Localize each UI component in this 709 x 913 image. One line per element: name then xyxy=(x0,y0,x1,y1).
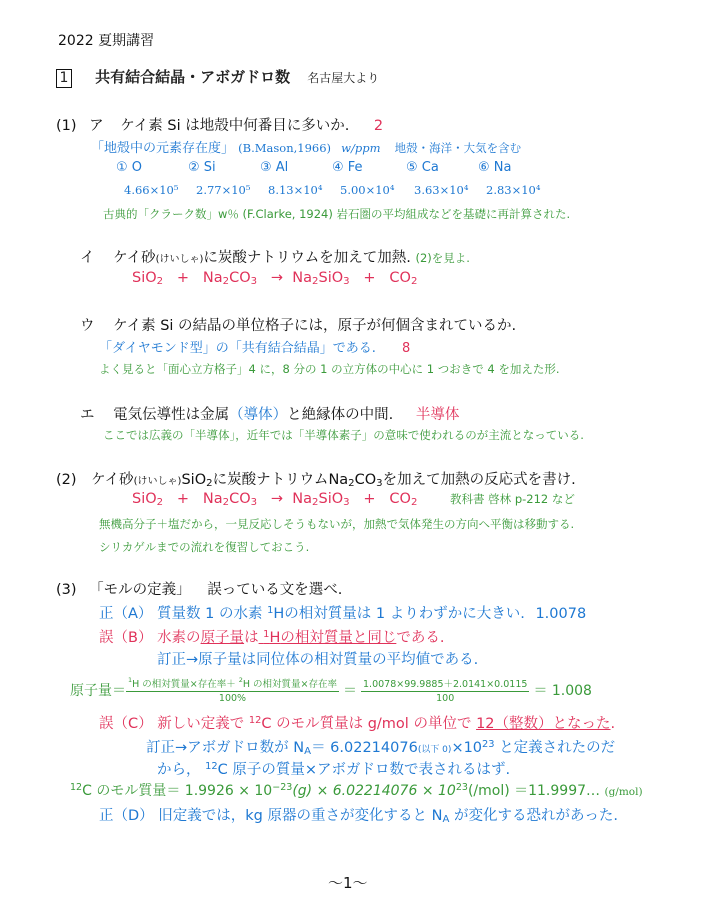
atomic-weight-formula: 原子量＝ $\frac{^1H の相対質量\times 存在率+ ^2H の相対質量\times 存在率}{100\%}$ ＝ $\frac{1.0078\times 99.9885+2.0141\times 0.0115}{100}$ ＝ 1.008 xyxy=(70,676,592,704)
page-number: ～1～ xyxy=(328,874,368,892)
q2-equation-line xyxy=(132,491,575,508)
q1-u-label: ウ xyxy=(80,318,95,334)
q3-question-b: 誤っている文を選べ. xyxy=(207,582,343,598)
section-number: 1 xyxy=(56,69,72,88)
q1-a-note-line xyxy=(91,137,521,156)
section-heading xyxy=(56,66,379,88)
q2-question-c: を加えて加熱の反応式を書け. xyxy=(382,472,576,488)
element-values xyxy=(124,183,541,197)
element-value-4: 5.00×10⁴ xyxy=(340,183,395,197)
element-6: ⑥ Na xyxy=(478,160,512,175)
abundance-title: 「地殻中の元素存在度」 xyxy=(91,141,235,156)
q2-note-2: シリカゲルまでの流れを復習しておこう. xyxy=(99,540,310,554)
q3-C-fix-line-1: 訂正→アボガドロ数が $N_A= 6.02214076$(以下 $0)\times 10^{23}$ と定義されたのだ xyxy=(146,739,616,757)
q2-equation: $SiO_2 + Na_2CO_3 \to Na_2SiO_3 + CO_2$ xyxy=(132,491,418,508)
q2-note-1: 無機高分子＋塩だから，一見反応しそうもないが，加熱で気体発生の方向へ平衡は移動する. xyxy=(99,517,575,531)
q3-C-fix-b: ＝ 6.02214076 xyxy=(311,740,418,756)
element-5: ⑤ Ca xyxy=(406,160,439,175)
element-2: ② Si xyxy=(188,160,216,175)
abundance-scope: 地殻・海洋・大気を含む xyxy=(394,141,522,155)
q1-e-note: ここでは広義の「半導体」，近年では「半導体素子」の意味で使われるのが主流となっている. xyxy=(103,428,584,442)
q1-e-line xyxy=(80,403,459,424)
q1-a-question: ケイ素 Si は地殻中何番目に多いか. xyxy=(120,118,350,134)
q1-e-question-a: 電気伝導性は金属 xyxy=(113,407,230,423)
q3-C-text-b: C のモル質量は g/mol の単位で xyxy=(261,716,472,732)
q3-C-fix-e: から， xyxy=(157,762,201,778)
q1-a-answer: 2 xyxy=(373,118,384,134)
element-value-6: 2.83×10⁴ xyxy=(486,183,541,197)
eq-lhs: 原子量＝ xyxy=(70,683,126,699)
q3-C-label: 誤（C） xyxy=(99,716,153,732)
q2-line: (2) ケイ砂(けいしゃ)SiO$_2$に炭酸ナトリウム$Na_2CO_3$を加えて加熱の反応式を書け. xyxy=(56,472,576,489)
element-value-3: 8.13×10⁴ xyxy=(268,183,323,197)
q3-number: (3) xyxy=(56,582,77,598)
eq-fraction-2 xyxy=(361,676,529,704)
q2-question-b: に炭酸ナトリウム xyxy=(212,472,329,488)
eq-num-1: H の相対質量×存在率＋ xyxy=(132,679,236,690)
q3-A-text-b: の相対質量は 1 よりわずかに大きい. xyxy=(284,606,525,622)
element-value-5: 3.63×10⁴ xyxy=(414,183,469,197)
q1-u-note: よく見ると「面心立方格子」4 に，8 分の 1 の立方体の中心に 1 つおきで 4 を加えた形. xyxy=(99,362,560,376)
q1-u-answer-text: 「ダイヤモンド型」の「共有結合結晶」である. xyxy=(99,341,376,356)
element-value-2: 2.77×10⁵ xyxy=(196,183,251,197)
q1-u-question: ケイ素 Si の結晶の単位格子には，原子が何個含まれているか. xyxy=(113,318,517,334)
eq-fraction-1: $\frac{^1H の相対質量\times 存在率+ ^2H の相対質量\times 存在率}{100\%}$ xyxy=(128,676,337,704)
q3-B-text-a: 水素の xyxy=(157,630,201,646)
calc-unit: (g/mol) xyxy=(604,786,643,798)
q3-B-fix: 訂正→原子量は同位体の相対質量の平均値である. xyxy=(157,652,479,668)
q3-D-label: 正（D） xyxy=(99,808,154,824)
q1-a-line xyxy=(56,114,383,135)
q3-A-value: 1.0078 xyxy=(535,606,587,622)
q1-i-ruby: (けいしゃ) xyxy=(155,254,204,265)
q3-C-fix-a: 訂正→アボガドロ数が xyxy=(146,740,289,756)
q1-i-question-a: ケイ砂 xyxy=(113,250,156,266)
q3-B-text-b: 原子量 xyxy=(200,630,245,646)
q1-number: (1) xyxy=(56,118,77,134)
q1-u-line xyxy=(80,314,516,335)
q3-C-fix-f: C 原子の質量×アボガドロ数で表されるはず. xyxy=(217,762,511,778)
element-4: ④ Fe xyxy=(332,160,363,175)
q3-line xyxy=(56,578,342,599)
element-1: ① O xyxy=(116,160,143,175)
q1-i-label: イ xyxy=(80,250,95,266)
calc-b: (g) × 6.02214076 × 10 xyxy=(292,783,456,799)
q1-a-label: ア xyxy=(89,118,104,134)
q3-C-fix-c: (以下 0) xyxy=(417,745,452,755)
q3-question-a: 「モルの定義」 xyxy=(89,582,191,598)
element-value-1: 4.66×10⁵ xyxy=(124,183,179,197)
q3-D-line: 正（D） 旧定義では，kg 原器の重さが変化すると $N_A$ が変化する恐れがあった. xyxy=(99,808,618,825)
abundance-unit: w/ppm xyxy=(341,141,381,155)
eq-num-1b: H の相対質量×存在率 xyxy=(242,679,337,690)
calc-a: C のモル質量＝ 1.9926 × 10 xyxy=(82,783,273,799)
q3-D-text-a: 旧定義では，kg 原器の重さが変化すると xyxy=(158,808,427,824)
q3-C-fix-line-2: から， $^{12}$C 原子の質量×アボガドロ数で表されるはず. xyxy=(157,761,511,778)
q3-D-text-b: が変化する恐れがあった. xyxy=(454,808,618,824)
q3-C-text-a: 新しい定義で xyxy=(157,716,245,732)
eq-den-1: 100% xyxy=(218,693,247,704)
q3-B-line: 誤（B） 水素の原子量は $^1$Hの相対質量と同じである. xyxy=(99,629,445,646)
q2-textbook: 教科書 啓林 p-212 など xyxy=(450,492,575,506)
eq-result: ＝ 1.008 xyxy=(533,683,592,699)
q1-i-line xyxy=(80,246,470,267)
q3-C-line: 誤（C） 新しい定義で $^{12}$C のモル質量は g/mol の単位で 12（整数）となった. xyxy=(99,715,616,732)
document-header: 2022 夏期講習 xyxy=(58,33,155,49)
q2-question-a: ケイ砂 xyxy=(91,472,134,488)
element-ranking xyxy=(116,160,511,175)
q3-A-line: 正（A） 質量数 1 の水素 $^1$Hの相対質量は 1 よりわずかに大きい. 1.0078 xyxy=(99,605,587,622)
q3-B-text-d: の相対質量と同じ xyxy=(280,630,397,646)
q1-e-answer: 半導体 xyxy=(415,407,460,423)
abundance-ref: (B.Mason,1966) xyxy=(238,141,332,155)
clarke-note: 古典的「クラーク数」w％ (F.Clarke, 1924) 岩石圏の平均組成などを基礎に再計算された. xyxy=(103,207,571,221)
q1-e-question-c: と絶縁体の中間. xyxy=(287,407,394,423)
element-3: ③ Al xyxy=(260,160,289,175)
q2-ruby: (けいしゃ) xyxy=(133,476,182,487)
section-title: 共有結合結晶・アボガドロ数 xyxy=(95,68,291,86)
q2-number: (2) xyxy=(56,472,77,488)
eq-num-2: 1.0078×99.9885＋2.0141×0.0115 xyxy=(361,676,529,692)
q1-e-label: エ xyxy=(80,407,95,423)
calc-c: (/mol) ＝11.9997… xyxy=(467,783,601,799)
molar-mass-calc: $^{12}$C のモル質量＝ $1.9926 \times 10^{-23}(g) \times 6.02214076 \times 10^{23}(/mol)$ ＝11.9997… (g/mol) xyxy=(70,782,643,799)
q3-B-label: 誤（B） xyxy=(99,630,153,646)
q3-B-text-e: である. xyxy=(396,630,445,646)
q3-C-text-c: 12（整数）となった xyxy=(476,716,611,732)
q3-C-fix-d: と定義されたのだ xyxy=(499,740,616,756)
q1-e-question-b: （導体） xyxy=(229,407,288,423)
q1-i-equation: $SiO_2 + Na_2CO_3 \to Na_2SiO_3 + CO_2$ xyxy=(132,270,418,287)
q1-u-answer-line xyxy=(99,337,410,356)
q1-u-answer: 8 xyxy=(402,341,411,356)
q3-A-label: 正（A） xyxy=(99,606,153,622)
eq-den-2: 100 xyxy=(436,693,455,704)
q3-A-text-a: 質量数 1 の水素 xyxy=(157,606,263,622)
q1-i-question-b: に炭酸ナトリウムを加えて加熱. xyxy=(203,250,411,266)
q3-B-text-c: は xyxy=(244,630,259,646)
section-source: 名古屋大より xyxy=(307,71,380,85)
q1-i-ref: (2)を見よ. xyxy=(415,251,470,265)
